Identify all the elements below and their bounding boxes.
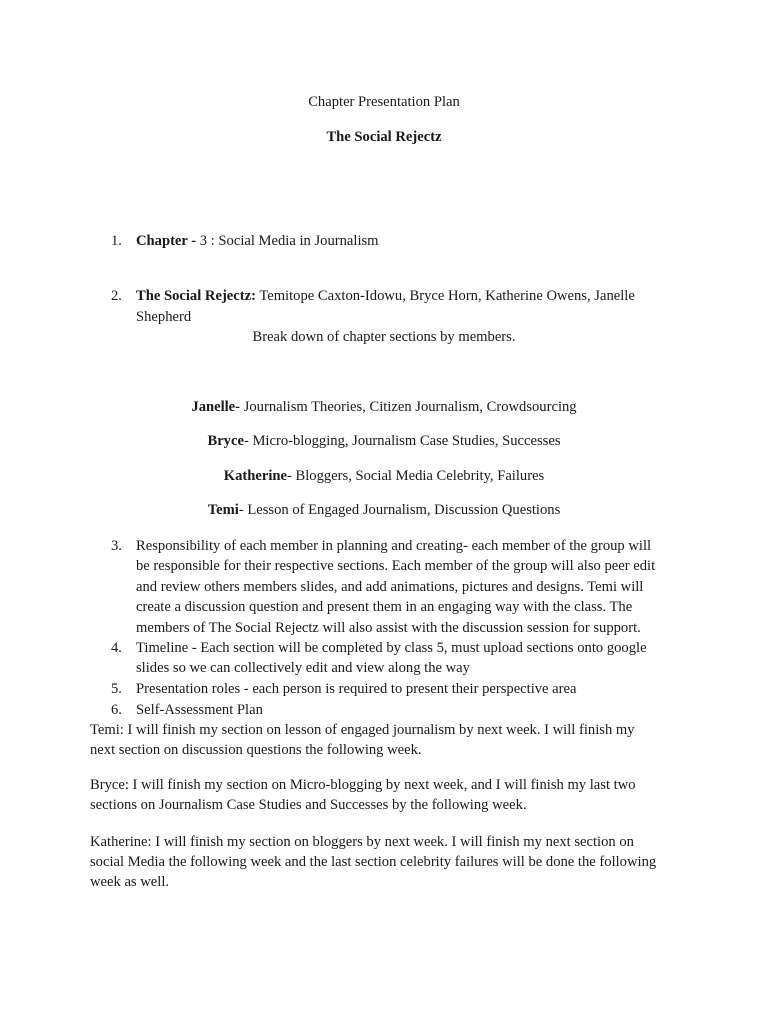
group-title: The Social Rejectz xyxy=(326,129,442,145)
list-item-chapter xyxy=(136,231,379,251)
responsibility-line: and review others members slides, and add animations, pictures and designs. Temi will xyxy=(136,579,644,595)
assessment-temi-line: next section on discussion questions the following week. xyxy=(90,742,422,758)
list-item-members xyxy=(136,286,635,306)
member-assignment-katherine xyxy=(0,466,768,486)
assessment-bryce-line: sections on Journalism Case Studies and Successes by the following week. xyxy=(90,797,527,813)
timeline-line: Timeline - Each section will be completed by class 5, must upload sections onto google xyxy=(136,640,647,656)
chapter-text: 3 : Social Media in Journalism xyxy=(199,233,379,249)
chapter-label: Chapter - xyxy=(136,233,200,249)
assessment-temi-line: Temi: I will finish my section on lesson of engaged journalism by next week. I will finish my xyxy=(90,722,635,738)
timeline-line: slides so we can collectively edit and view along the way xyxy=(136,660,470,676)
presentation-roles-line: Presentation roles - each person is required to present their perspective area xyxy=(136,681,577,697)
member-sections: Journalism Theories, Citizen Journalism, Crowdsourcing xyxy=(240,399,577,415)
self-assessment-heading: Self-Assessment Plan xyxy=(136,702,263,718)
group-label: The Social Rejectz: xyxy=(136,288,256,304)
assessment-katherine-line: Katherine: I will finish my section on bloggers by next week. I will finish my next section on xyxy=(90,834,634,850)
list-number: 6. xyxy=(111,702,122,718)
document-title: Chapter Presentation Plan xyxy=(308,94,460,110)
list-number: 1. xyxy=(111,233,122,249)
members-text-continued: Shepherd xyxy=(136,309,192,325)
member-assignment-janelle xyxy=(0,397,768,417)
assessment-katherine-line: week as well. xyxy=(90,874,170,890)
breakdown-heading: Break down of chapter sections by members. xyxy=(252,329,516,345)
member-assignment-bryce xyxy=(0,431,768,451)
member-name: Temi xyxy=(207,502,239,518)
member-assignment-temi xyxy=(0,500,768,520)
list-number: 4. xyxy=(111,640,122,656)
member-sections: - Bloggers, Social Media Celebrity, Failures xyxy=(287,468,545,484)
member-sections: - Micro-blogging, Journalism Case Studies, Successes xyxy=(243,433,561,449)
list-number: 3. xyxy=(111,538,122,554)
assessment-katherine-line: social Media the following week and the last section celebrity failures will be done the following xyxy=(90,854,657,870)
member-sections: - Lesson of Engaged Journalism, Discussion Questions xyxy=(238,502,561,518)
assessment-bryce-line: Bryce: I will finish my section on Micro-blogging by next week, and I will finish my last two xyxy=(90,777,636,793)
list-number: 5. xyxy=(111,681,122,697)
members-text: Temitope Caxton-Idowu, Bryce Horn, Katherine Owens, Janelle xyxy=(255,288,635,304)
responsibility-line: members of The Social Rejectz will also assist with the discussion session for support. xyxy=(136,620,641,636)
member-name: Bryce xyxy=(207,433,244,449)
responsibility-line: Responsibility of each member in planning and creating- each member of the group will xyxy=(136,538,652,554)
responsibility-line: create a discussion question and present them in an engaging way with the class. The xyxy=(136,599,633,615)
list-number: 2. xyxy=(111,288,122,304)
member-name: Katherine xyxy=(223,468,287,484)
responsibility-line: be responsible for their respective sections. Each member of the group will also peer edit xyxy=(136,558,656,574)
member-name: Janelle- xyxy=(191,399,241,415)
